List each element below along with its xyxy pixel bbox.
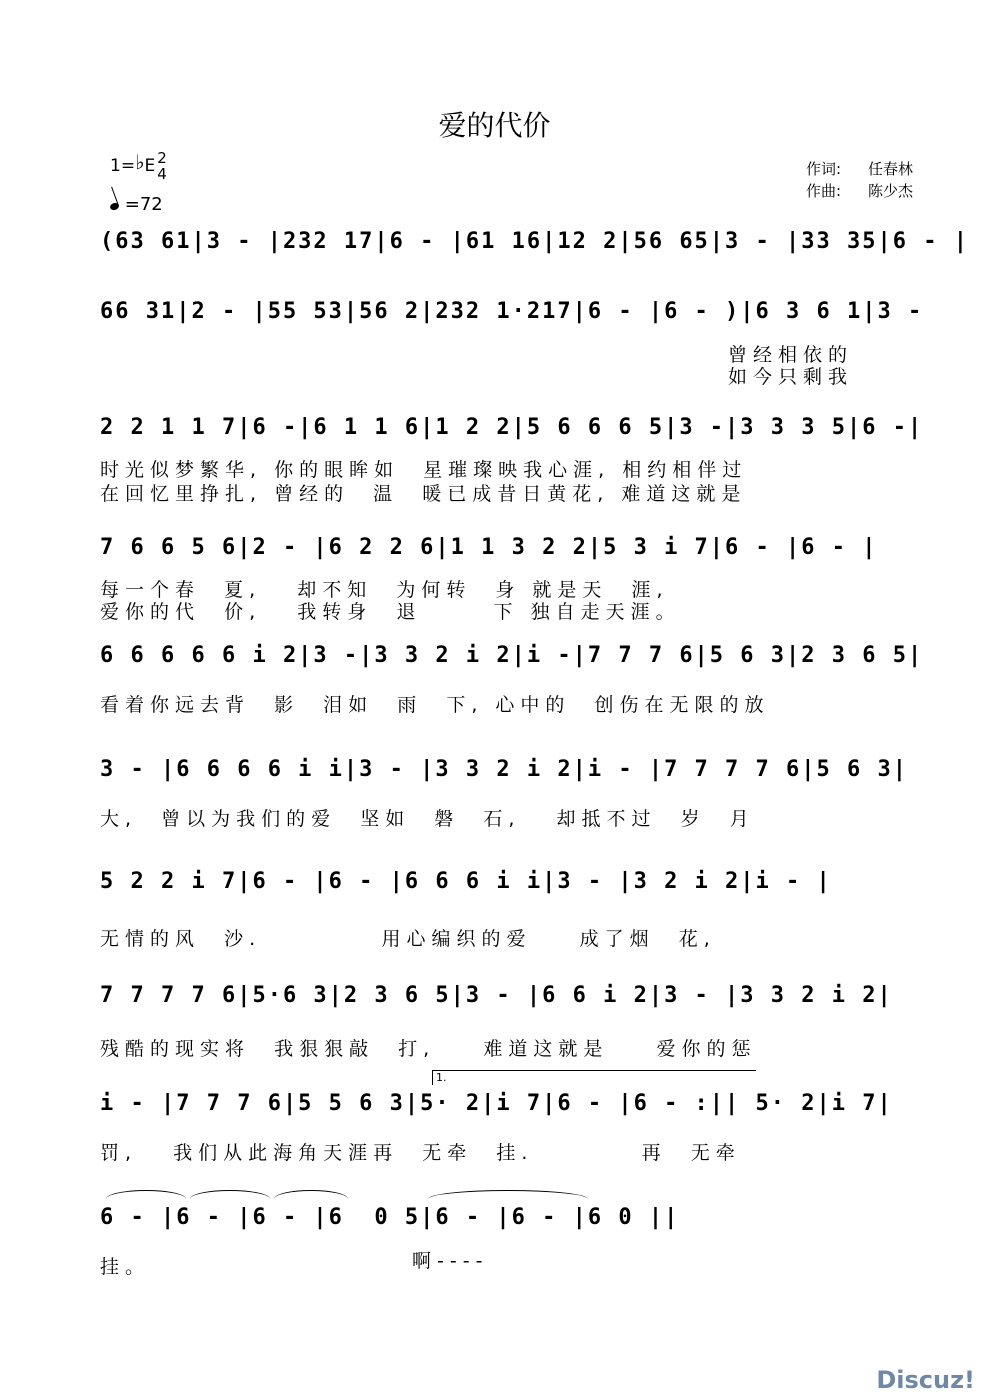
song-title: 爱的代价 xyxy=(438,109,551,142)
flat-icon: ♭ xyxy=(135,150,145,174)
notes-line: 2 2 1 1 7|6 -|6 1 1 6|1 2 2|5 6 6 6 5|3 -|3 3 3 5|6 -| xyxy=(100,415,924,440)
notation-row-1 xyxy=(100,222,969,272)
lyric-line: 啊---- xyxy=(412,1250,489,1272)
time-top: 2 xyxy=(157,149,167,167)
lyric-line: 大, 曾以为我们的爱 坚如 磐 石, 却抵不过 岁 月 xyxy=(100,808,755,830)
notation-row-9 xyxy=(100,1084,922,1134)
quarter-note-icon xyxy=(109,202,120,212)
notes-line: (63 61|3 - |232 17|6 - |61 16|12 2|56 65|3 - |33 35|6 - | xyxy=(100,229,969,254)
lyric-line: 每一个春 夏, 却不知 为何转 身 就是天 涯, xyxy=(100,579,669,601)
lyric-line: 时光似梦繁华, 你的眼眸如 星璀璨映我心涯, 相约相伴过 xyxy=(100,459,748,481)
first-ending-bracket xyxy=(432,1070,756,1085)
tempo-value: =72 xyxy=(124,194,163,215)
lyric-line: 残酷的现实将 我狠狠敲 打, 难道这就是 爱你的惩 xyxy=(100,1038,757,1060)
lyric-line: 无情的风 沙. 用心编织的爱 成了烟 花, xyxy=(100,928,716,950)
time-bottom: 4 xyxy=(157,165,167,183)
notation-row-5 xyxy=(100,636,922,686)
notation-row-6 xyxy=(100,750,922,800)
key-prefix: 1= xyxy=(110,156,136,176)
lyric-line: 挂。 xyxy=(100,1256,151,1278)
lyric-line: 看着你远去背 影 泪如 雨 下, 心中的 创伤在无限的放 xyxy=(100,694,770,716)
notation-row-3 xyxy=(100,408,922,458)
credits xyxy=(806,158,913,202)
lyric-line: 爱你的代 价, 我转身 退 下 独自走天涯。 xyxy=(100,601,681,623)
lyric-line: 如今只剩我 xyxy=(728,366,854,388)
notation-row-10 xyxy=(100,1198,922,1248)
notation-row-2 xyxy=(100,292,939,342)
time-signature xyxy=(157,150,167,182)
lyric-line: 曾经相依的 xyxy=(728,344,854,366)
notation-row-8 xyxy=(100,976,922,1026)
tempo-mark xyxy=(110,194,163,215)
notes-line: 7 6 6 5 6|2 - |6 2 2 6|1 1 3 2 2|5 3 i 7|6 - |6 - | xyxy=(100,535,878,560)
lyric-line: 在回忆里挣扎, 曾经的 温 暖已成昔日黄花, 难道这就是 xyxy=(100,483,747,505)
notes-line: 5 2 2 i 7|6 - |6 - |6 6 6 i i|3 - |3 2 i 2|i - | xyxy=(100,869,832,894)
key-signature xyxy=(110,150,167,182)
lyricist-label: 作词: xyxy=(806,160,842,178)
notes-line: 6 - |6 - |6 - |6 0 5|6 - |6 - |6 0 || xyxy=(100,1205,680,1230)
notes-line: i - |7 7 7 6|5 5 6 3|5· 2|i 7|6 - |6 - :|| 5· 2|i 7| xyxy=(100,1091,893,1116)
composer-name: 陈少杰 xyxy=(868,182,914,200)
notation-row-4 xyxy=(100,528,922,578)
composer-label: 作曲: xyxy=(806,182,842,200)
watermark-logo: Discuz! xyxy=(876,1366,975,1394)
notes-line: 7 7 7 7 6|5·6 3|2 3 6 5|3 - |6 6 i 2|3 - |3 3 2 i 2| xyxy=(100,983,893,1008)
lyricist-name: 任春林 xyxy=(868,160,914,178)
lyric-line: 罚, 我们从此海角天涯再 无牵 挂. 再 无牵 xyxy=(100,1142,741,1164)
notes-line: 3 - |6 6 6 6 i i|3 - |3 3 2 i 2|i - |7 7 7 7 6|5 6 3| xyxy=(100,757,908,782)
notation-row-7 xyxy=(100,862,922,912)
key-letter: E xyxy=(144,156,156,176)
notes-line: 6 6 6 6 6 i 2|3 -|3 3 2 i 2|i -|7 7 7 6|5 6 3|2 3 6 5| xyxy=(100,643,924,668)
volta-label: 1. xyxy=(436,1071,447,1084)
notes-line: 66 31|2 - |55 53|56 2|232 1·217|6 - |6 - )|6 3 6 1|3 - xyxy=(100,299,939,324)
